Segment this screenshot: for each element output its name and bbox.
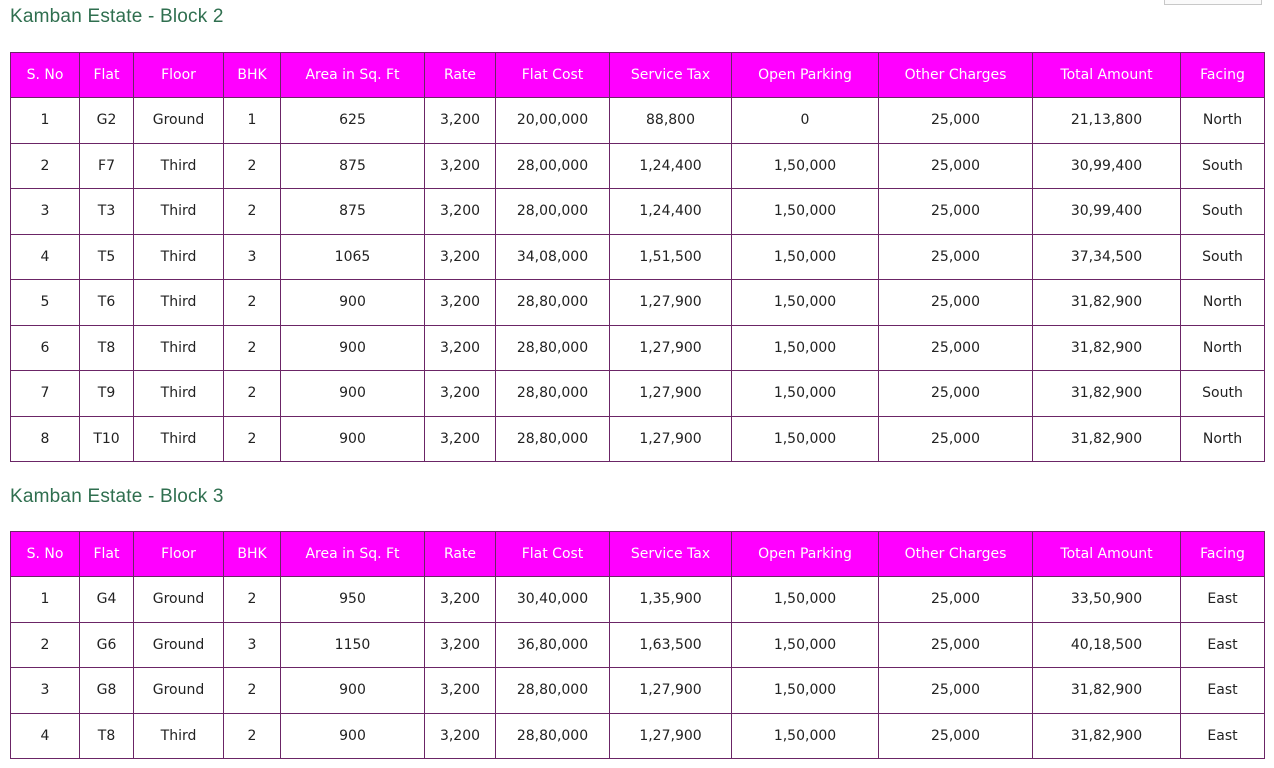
cell-open-parking: 1,50,000 bbox=[732, 416, 879, 462]
cell-flat-cost: 20,00,000 bbox=[496, 98, 610, 144]
cell-open-parking: 1,50,000 bbox=[732, 234, 879, 280]
cell-service-tax: 1,27,900 bbox=[610, 668, 732, 714]
cell-sno: 3 bbox=[11, 668, 80, 714]
cell-floor: Third bbox=[134, 371, 224, 417]
cell-rate: 3,200 bbox=[425, 577, 496, 623]
cell-facing: North bbox=[1181, 98, 1265, 144]
cell-flat-cost: 28,80,000 bbox=[496, 713, 610, 759]
cell-other-charges: 25,000 bbox=[879, 98, 1033, 144]
cell-bhk: 2 bbox=[224, 325, 281, 371]
cell-facing: East bbox=[1181, 668, 1265, 714]
cell-open-parking: 1,50,000 bbox=[732, 371, 879, 417]
cell-facing: South bbox=[1181, 234, 1265, 280]
cell-sno: 6 bbox=[11, 325, 80, 371]
cell-other-charges: 25,000 bbox=[879, 325, 1033, 371]
cell-sno: 2 bbox=[11, 622, 80, 668]
cell-facing: North bbox=[1181, 416, 1265, 462]
cell-service-tax: 1,63,500 bbox=[610, 622, 732, 668]
cell-floor: Third bbox=[134, 416, 224, 462]
column-header-floor: Floor bbox=[134, 53, 224, 98]
cell-open-parking: 1,50,000 bbox=[732, 143, 879, 189]
column-header-bhk: BHK bbox=[224, 53, 281, 98]
table-row bbox=[11, 668, 1265, 714]
cell-total-amount: 21,13,800 bbox=[1033, 98, 1181, 144]
column-header-rate: Rate bbox=[425, 53, 496, 98]
cell-sno: 7 bbox=[11, 371, 80, 417]
cell-flat-cost: 28,80,000 bbox=[496, 280, 610, 326]
column-header-flat: Flat bbox=[80, 532, 134, 577]
cell-service-tax: 1,27,900 bbox=[610, 416, 732, 462]
column-header-total-amount: Total Amount bbox=[1033, 532, 1181, 577]
cell-floor: Third bbox=[134, 325, 224, 371]
cell-floor: Ground bbox=[134, 622, 224, 668]
table-row bbox=[11, 280, 1265, 326]
cell-service-tax: 1,27,900 bbox=[610, 325, 732, 371]
cell-total-amount: 31,82,900 bbox=[1033, 416, 1181, 462]
column-header-service-tax: Service Tax bbox=[610, 53, 732, 98]
cell-open-parking: 1,50,000 bbox=[732, 577, 879, 623]
table-row bbox=[11, 416, 1265, 462]
table-header-row bbox=[11, 532, 1265, 577]
cell-area: 875 bbox=[281, 189, 425, 235]
cell-floor: Ground bbox=[134, 577, 224, 623]
cell-area: 900 bbox=[281, 325, 425, 371]
cell-other-charges: 25,000 bbox=[879, 668, 1033, 714]
column-header-total-amount: Total Amount bbox=[1033, 53, 1181, 98]
cell-flat: F7 bbox=[80, 143, 134, 189]
cell-rate: 3,200 bbox=[425, 668, 496, 714]
cell-rate: 3,200 bbox=[425, 622, 496, 668]
column-header-flat: Flat bbox=[80, 53, 134, 98]
column-header-other-charges: Other Charges bbox=[879, 53, 1033, 98]
cell-facing: East bbox=[1181, 622, 1265, 668]
cell-total-amount: 31,82,900 bbox=[1033, 325, 1181, 371]
cell-rate: 3,200 bbox=[425, 98, 496, 144]
cell-area: 625 bbox=[281, 98, 425, 144]
cell-service-tax: 1,27,900 bbox=[610, 713, 732, 759]
cell-sno: 5 bbox=[11, 280, 80, 326]
cell-floor: Ground bbox=[134, 98, 224, 144]
cell-rate: 3,200 bbox=[425, 416, 496, 462]
cell-area: 900 bbox=[281, 713, 425, 759]
cell-service-tax: 1,51,500 bbox=[610, 234, 732, 280]
cell-rate: 3,200 bbox=[425, 325, 496, 371]
cell-sno: 1 bbox=[11, 577, 80, 623]
cell-facing: East bbox=[1181, 713, 1265, 759]
cell-total-amount: 33,50,900 bbox=[1033, 577, 1181, 623]
block-2-table bbox=[10, 52, 1265, 462]
cell-bhk: 2 bbox=[224, 371, 281, 417]
column-header-open-parking: Open Parking bbox=[732, 53, 879, 98]
cell-flat-cost: 30,40,000 bbox=[496, 577, 610, 623]
table-row bbox=[11, 622, 1265, 668]
window-corner-tab bbox=[1164, 0, 1262, 5]
cell-area: 900 bbox=[281, 416, 425, 462]
column-header-bhk: BHK bbox=[224, 532, 281, 577]
cell-other-charges: 25,000 bbox=[879, 713, 1033, 759]
cell-facing: North bbox=[1181, 280, 1265, 326]
cell-service-tax: 1,27,900 bbox=[610, 371, 732, 417]
cell-flat: T9 bbox=[80, 371, 134, 417]
cell-flat: T3 bbox=[80, 189, 134, 235]
cell-rate: 3,200 bbox=[425, 371, 496, 417]
cell-flat-cost: 28,80,000 bbox=[496, 668, 610, 714]
table-header-row bbox=[11, 53, 1265, 98]
cell-flat: T8 bbox=[80, 713, 134, 759]
table-row bbox=[11, 234, 1265, 280]
column-header-area: Area in Sq. Ft bbox=[281, 532, 425, 577]
table-row bbox=[11, 98, 1265, 144]
cell-open-parking: 1,50,000 bbox=[732, 713, 879, 759]
cell-sno: 4 bbox=[11, 713, 80, 759]
cell-total-amount: 40,18,500 bbox=[1033, 622, 1181, 668]
column-header-open-parking: Open Parking bbox=[732, 532, 879, 577]
table-row bbox=[11, 577, 1265, 623]
cell-facing: South bbox=[1181, 189, 1265, 235]
column-header-service-tax: Service Tax bbox=[610, 532, 732, 577]
cell-total-amount: 30,99,400 bbox=[1033, 189, 1181, 235]
column-header-flat-cost: Flat Cost bbox=[496, 532, 610, 577]
block-3-title: Kamban Estate - Block 3 bbox=[10, 486, 224, 507]
cell-sno: 1 bbox=[11, 98, 80, 144]
cell-sno: 8 bbox=[11, 416, 80, 462]
cell-bhk: 3 bbox=[224, 622, 281, 668]
cell-sno: 3 bbox=[11, 189, 80, 235]
column-header-sno: S. No bbox=[11, 53, 80, 98]
cell-open-parking: 1,50,000 bbox=[732, 189, 879, 235]
cell-total-amount: 31,82,900 bbox=[1033, 280, 1181, 326]
table-row bbox=[11, 371, 1265, 417]
cell-other-charges: 25,000 bbox=[879, 577, 1033, 623]
column-header-other-charges: Other Charges bbox=[879, 532, 1033, 577]
cell-sno: 4 bbox=[11, 234, 80, 280]
column-header-facing: Facing bbox=[1181, 53, 1265, 98]
cell-flat-cost: 36,80,000 bbox=[496, 622, 610, 668]
cell-flat-cost: 28,80,000 bbox=[496, 325, 610, 371]
table-row bbox=[11, 713, 1265, 759]
cell-total-amount: 37,34,500 bbox=[1033, 234, 1181, 280]
cell-rate: 3,200 bbox=[425, 143, 496, 189]
cell-open-parking: 0 bbox=[732, 98, 879, 144]
cell-service-tax: 1,24,400 bbox=[610, 189, 732, 235]
cell-floor: Ground bbox=[134, 668, 224, 714]
cell-rate: 3,200 bbox=[425, 280, 496, 326]
cell-total-amount: 31,82,900 bbox=[1033, 668, 1181, 714]
cell-open-parking: 1,50,000 bbox=[732, 668, 879, 714]
cell-area: 1150 bbox=[281, 622, 425, 668]
cell-floor: Third bbox=[134, 143, 224, 189]
cell-other-charges: 25,000 bbox=[879, 234, 1033, 280]
cell-flat: T6 bbox=[80, 280, 134, 326]
cell-bhk: 1 bbox=[224, 98, 281, 144]
cell-flat-cost: 28,00,000 bbox=[496, 189, 610, 235]
cell-area: 900 bbox=[281, 668, 425, 714]
cell-service-tax: 88,800 bbox=[610, 98, 732, 144]
cell-floor: Third bbox=[134, 189, 224, 235]
table-row bbox=[11, 325, 1265, 371]
cell-bhk: 3 bbox=[224, 234, 281, 280]
cell-bhk: 2 bbox=[224, 713, 281, 759]
cell-floor: Third bbox=[134, 280, 224, 326]
table-row bbox=[11, 143, 1265, 189]
cell-other-charges: 25,000 bbox=[879, 143, 1033, 189]
cell-area: 900 bbox=[281, 371, 425, 417]
cell-flat-cost: 28,80,000 bbox=[496, 416, 610, 462]
cell-area: 875 bbox=[281, 143, 425, 189]
column-header-area: Area in Sq. Ft bbox=[281, 53, 425, 98]
table-row bbox=[11, 189, 1265, 235]
cell-bhk: 2 bbox=[224, 189, 281, 235]
cell-flat: G8 bbox=[80, 668, 134, 714]
column-header-sno: S. No bbox=[11, 532, 80, 577]
cell-bhk: 2 bbox=[224, 577, 281, 623]
cell-flat-cost: 28,00,000 bbox=[496, 143, 610, 189]
cell-open-parking: 1,50,000 bbox=[732, 280, 879, 326]
cell-flat: G4 bbox=[80, 577, 134, 623]
cell-service-tax: 1,24,400 bbox=[610, 143, 732, 189]
cell-floor: Third bbox=[134, 234, 224, 280]
column-header-facing: Facing bbox=[1181, 532, 1265, 577]
cell-flat: T10 bbox=[80, 416, 134, 462]
cell-open-parking: 1,50,000 bbox=[732, 325, 879, 371]
block-2-title: Kamban Estate - Block 2 bbox=[10, 6, 224, 27]
cell-open-parking: 1,50,000 bbox=[732, 622, 879, 668]
cell-facing: East bbox=[1181, 577, 1265, 623]
cell-floor: Third bbox=[134, 713, 224, 759]
cell-flat: T5 bbox=[80, 234, 134, 280]
cell-area: 900 bbox=[281, 280, 425, 326]
cell-rate: 3,200 bbox=[425, 713, 496, 759]
column-header-floor: Floor bbox=[134, 532, 224, 577]
cell-flat: T8 bbox=[80, 325, 134, 371]
cell-total-amount: 31,82,900 bbox=[1033, 713, 1181, 759]
cell-sno: 2 bbox=[11, 143, 80, 189]
block-3-table bbox=[10, 531, 1265, 759]
cell-facing: North bbox=[1181, 325, 1265, 371]
cell-other-charges: 25,000 bbox=[879, 622, 1033, 668]
cell-facing: South bbox=[1181, 143, 1265, 189]
cell-area: 1065 bbox=[281, 234, 425, 280]
cell-service-tax: 1,27,900 bbox=[610, 280, 732, 326]
cell-flat: G6 bbox=[80, 622, 134, 668]
cell-rate: 3,200 bbox=[425, 189, 496, 235]
cell-bhk: 2 bbox=[224, 143, 281, 189]
column-header-flat-cost: Flat Cost bbox=[496, 53, 610, 98]
cell-bhk: 2 bbox=[224, 416, 281, 462]
cell-bhk: 2 bbox=[224, 280, 281, 326]
cell-other-charges: 25,000 bbox=[879, 371, 1033, 417]
cell-other-charges: 25,000 bbox=[879, 280, 1033, 326]
cell-area: 950 bbox=[281, 577, 425, 623]
cell-flat-cost: 28,80,000 bbox=[496, 371, 610, 417]
cell-service-tax: 1,35,900 bbox=[610, 577, 732, 623]
cell-flat: G2 bbox=[80, 98, 134, 144]
cell-other-charges: 25,000 bbox=[879, 189, 1033, 235]
cell-bhk: 2 bbox=[224, 668, 281, 714]
cell-facing: South bbox=[1181, 371, 1265, 417]
cell-total-amount: 30,99,400 bbox=[1033, 143, 1181, 189]
cell-total-amount: 31,82,900 bbox=[1033, 371, 1181, 417]
cell-other-charges: 25,000 bbox=[879, 416, 1033, 462]
cell-rate: 3,200 bbox=[425, 234, 496, 280]
column-header-rate: Rate bbox=[425, 532, 496, 577]
cell-flat-cost: 34,08,000 bbox=[496, 234, 610, 280]
